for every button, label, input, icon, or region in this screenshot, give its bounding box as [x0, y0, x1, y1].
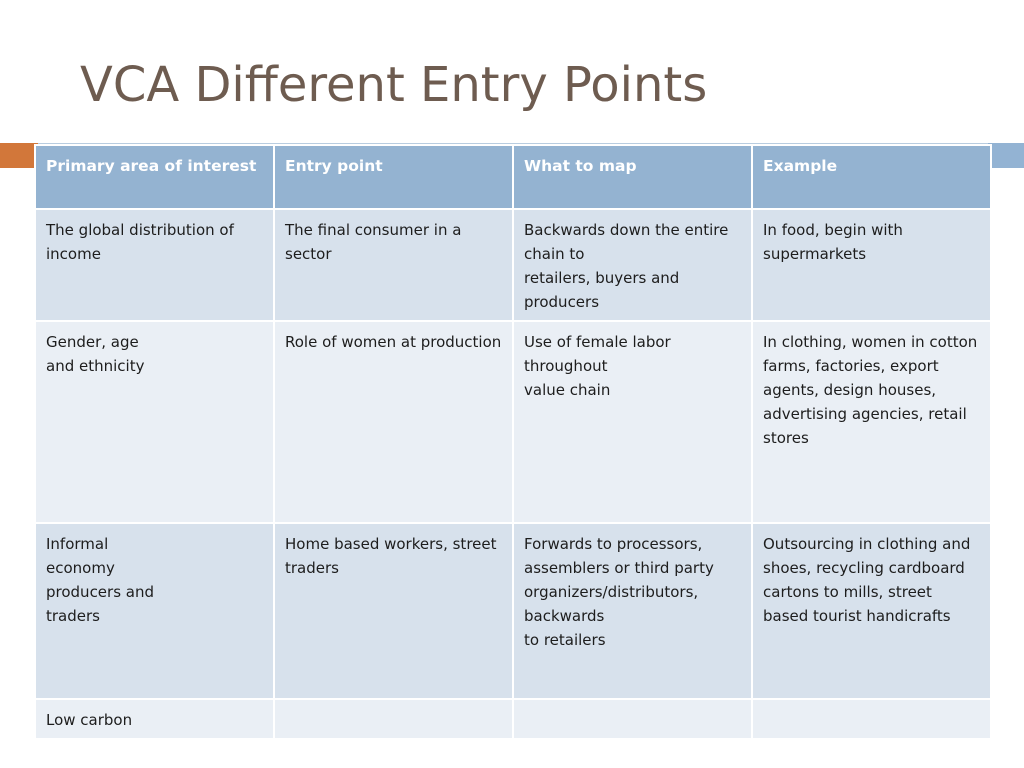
cell-text: In clothing, women in cotton farms, factories, export agents, design houses, advertising agencies, retail stores	[763, 333, 978, 447]
table-cell	[752, 523, 991, 699]
cell-text: The final consumer in a sector	[285, 221, 462, 263]
table-cell	[274, 209, 513, 321]
table-row	[35, 209, 991, 321]
table-cell	[513, 321, 752, 523]
cell-text: Home based workers, street traders	[285, 535, 497, 577]
cell-text: retailers, buyers and producers	[524, 269, 680, 311]
header-entry-point: Entry point	[274, 145, 513, 209]
table-row	[35, 523, 991, 699]
cell-text: Outsourcing in clothing and shoes, recycling cardboard cartons to mills, street based tourist handicrafts	[763, 535, 971, 625]
cell-text: and ethnicity	[46, 357, 145, 375]
table-cell	[35, 209, 274, 321]
table-cell	[274, 699, 513, 739]
table-header-row	[35, 145, 991, 209]
table-cell	[513, 209, 752, 321]
cell-text: Informal	[46, 535, 109, 553]
cell-text: Gender, age	[46, 333, 139, 351]
cell-text: value chain	[524, 381, 611, 399]
orange-accent-bar	[0, 143, 38, 168]
table-cell	[513, 699, 752, 739]
cell-text: Role of women at production	[285, 333, 502, 351]
cell-text: In food, begin with supermarkets	[763, 221, 903, 263]
entry-points-table	[34, 144, 990, 740]
header-primary-area: Primary area of interest	[35, 145, 274, 209]
table-cell	[35, 523, 274, 699]
table-cell	[274, 321, 513, 523]
table-cell	[752, 321, 991, 523]
table-row	[35, 699, 991, 739]
table-cell	[752, 209, 991, 321]
table-cell	[35, 321, 274, 523]
cell-text: Backwards down the entire chain to	[524, 221, 729, 263]
cell-text: producers and	[46, 583, 155, 601]
table-cell	[752, 699, 991, 739]
table-cell	[274, 523, 513, 699]
blue-accent-bar	[988, 143, 1024, 168]
slide-title: VCA Different Entry Points	[80, 57, 708, 113]
header-what-to-map: What to map	[513, 145, 752, 209]
cell-text: Use of female labor throughout	[524, 333, 671, 375]
cell-text: to retailers	[524, 631, 606, 649]
table-cell	[35, 699, 274, 739]
cell-text: Forwards to processors, assemblers or third party organizers/distributors, backwards	[524, 535, 714, 625]
header-example: Example	[752, 145, 991, 209]
cell-text: Low carbon	[46, 711, 133, 729]
cell-text: traders	[46, 607, 100, 625]
cell-text: The global distribution of income	[46, 221, 234, 263]
table-row	[35, 321, 991, 523]
cell-text: economy	[46, 559, 115, 577]
table-cell	[513, 523, 752, 699]
